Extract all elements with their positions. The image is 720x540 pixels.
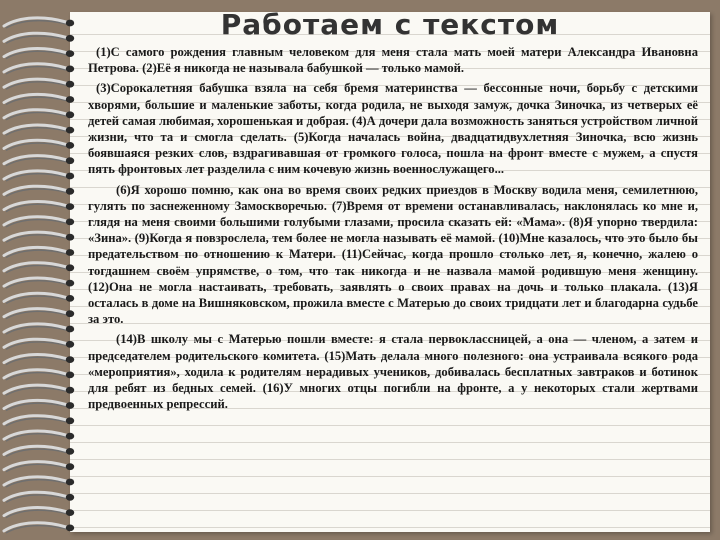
spiral-ring-icon: [4, 355, 74, 365]
spiral-ring-icon: [4, 247, 74, 257]
spiral-ring-icon: [4, 446, 74, 456]
spiral-ring-icon: [4, 508, 74, 518]
spiral-ring-icon: [4, 171, 74, 181]
spiral-ring-icon: [4, 309, 74, 319]
spiral-ring-icon: [4, 202, 74, 212]
paragraph-3: (6)Я хорошо помню, как она во время своих редких приездов в Москву водила меня, семилетнюю, гулять по заснеженному Замоскворечью. (7)Время от времени останавливалась, наклонялась ко мне и, глядя на меня своими большими голубыми глазами, просила сказать ей: «Мама». (8)Я упорно твердила: «Зина». (9)Когда я повзрослела, тем более не могла называть её мамой. (10)Мне казалось, что это было бы предательством по отношению к Матери. (11)Сейчас, когда прошло столько лет, я, конечно, жалею о тогдашнем своём упрямстве, о том, что так никогда и не назвала мамой родившую меня женщину. (12)Она не могла настаивать, требовать, заявлять о своих правах на дочь и только плакала. (13)Я осталась в доме на Вишняковском, прожила вместе с Матерью до своих тридцати лет и благодарна судьбе за это.: [88, 182, 698, 327]
spiral-ring-icon: [4, 400, 74, 410]
slide-title: Работаем с текстом: [220, 8, 560, 41]
spiral-ring-icon: [4, 156, 74, 166]
spiral-ring-icon: [4, 370, 74, 380]
spiral-ring-icon: [4, 492, 74, 502]
text-body: [88, 44, 698, 416]
spiral-ring-icon: [4, 217, 74, 227]
spiral-ring-icon: [4, 79, 74, 89]
spiral-ring-icon: [4, 278, 74, 288]
spiral-ring-icon: [4, 339, 74, 349]
spiral-ring-icon: [4, 523, 74, 533]
spiral-ring-icon: [4, 477, 74, 487]
paragraph-1: (1)С самого рождения главным человеком для меня стала мать моей матери Александра Ивановна Петрова. (2)Её я никогда не называла бабушкой — только мамой.: [88, 45, 698, 76]
spiral-ring-icon: [4, 324, 74, 334]
spiral-ring-icon: [4, 462, 74, 472]
spiral-ring-icon: [4, 140, 74, 150]
spiral-ring-icon: [4, 18, 74, 28]
spiral-ring-icon: [4, 385, 74, 395]
spiral-binding: [0, 0, 90, 540]
spiral-ring-icon: [4, 49, 74, 59]
spiral-ring-icon: [4, 431, 74, 441]
spiral-ring-icon: [4, 232, 74, 242]
spiral-ring-icon: [4, 94, 74, 104]
spiral-ring-icon: [4, 125, 74, 135]
spiral-ring-icon: [4, 64, 74, 74]
spiral-ring-icon: [4, 110, 74, 120]
paragraph-4: (14)В школу мы с Матерью пошли вместе: я стала первоклассницей, а она — членом, а затем и председателем родительского комитета. (15)Мать делала много полезного: она устраивала всякого рода «мероприятия», ходила к родителям нерадивых учеников, добивалась бесплатных завтраков и ботинок для ребят из бедных семей. (16)У многих отцы погибли на фронте, а у некоторых стали жертвами предвоенных репрессий.: [88, 332, 698, 412]
spiral-ring-icon: [4, 263, 74, 273]
spiral-ring-icon: [4, 416, 74, 426]
spiral-ring-icon: [4, 186, 74, 196]
spiral-ring-icon: [4, 33, 74, 43]
spiral-ring-icon: [4, 293, 74, 303]
paragraph-2: (3)Сорокалетняя бабушка взяла на себя бремя материнства — бессонные ночи, борьбу с детскими хворями, большие и маленькие заботы, когда родила, не выходя замуж, дочка Зиночка, из четверых её детей самая любимая, хорошенькая и добрая. (4)А дочери дала возможность заняться устройством личной жизни, что та и смогла сделать. (5)Когда началась война, двадцатидвухлетняя Зиночка, всю жизнь боявшаяся резких слов, вздрагивавшая от громкого голоса, пошла на фронт вместе с мужем, а спустя пять фронтовых лет разделила с ним кочевую жизнь военнослужащего...: [88, 81, 698, 177]
